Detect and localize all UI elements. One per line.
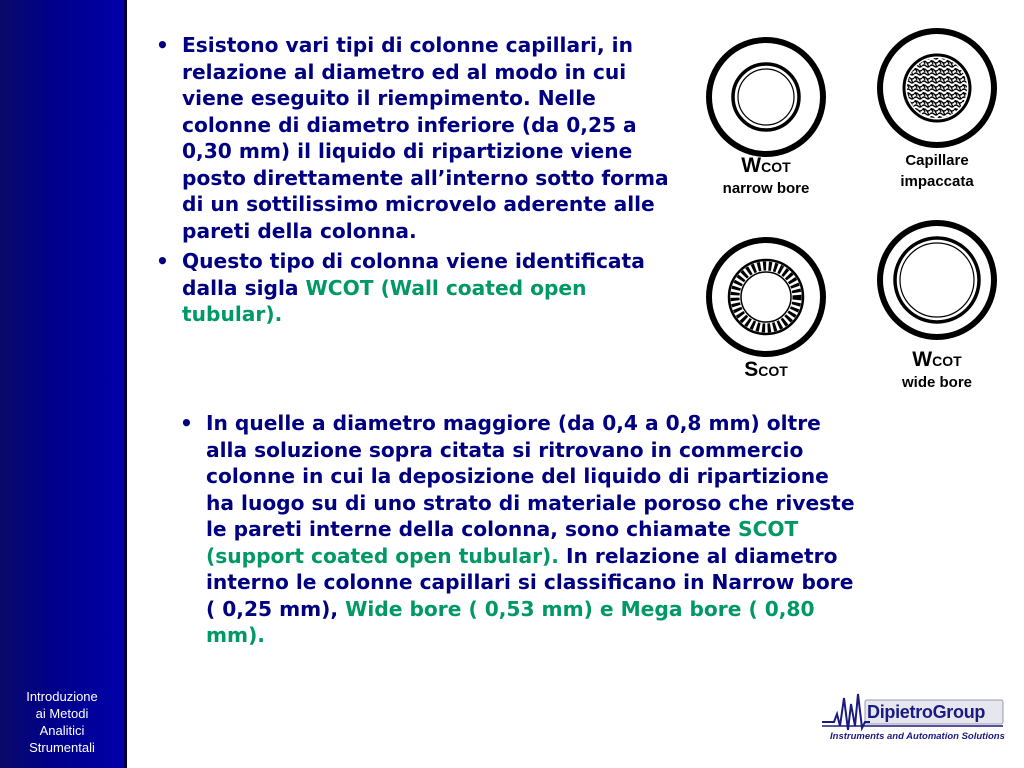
bullet-dot-icon: • bbox=[180, 411, 193, 435]
caption-main-letter: W bbox=[741, 154, 762, 177]
logo-brand: DipietroGroup bbox=[867, 702, 986, 722]
column-types-figure bbox=[690, 20, 1020, 400]
highlight-bore-sizes: Wide bore ( 0,53 mm) e Mega bore ( 0,80 mm). bbox=[206, 596, 815, 647]
caption-packed bbox=[870, 150, 1004, 192]
bullet-text: Esistono vari tipi di colonne capillari, in relazione al diametro ed al modo in cui viene eseguito il riempimento. Nelle colonne di diametro inferiore (da 0,25 a 0,30 mm) il liquido di ripartizione viene posto direttamente all’interno sotto forma di un sottilissimo microvelo aderente alle pareti della colonna. bbox=[182, 33, 669, 243]
scot-cross-section bbox=[709, 240, 823, 354]
caption-small-caps: COT bbox=[758, 363, 788, 379]
logo-tagline: Instruments and Automation Solutions bbox=[830, 731, 1005, 742]
wcot-wide-cross-section bbox=[880, 223, 994, 337]
course-title-line: Strumentali bbox=[29, 740, 95, 755]
course-title-line: ai Metodi bbox=[35, 706, 89, 721]
caption-line: Capillare bbox=[905, 152, 969, 169]
bullet-text: Questo tipo di colonna viene identificata dalla sigla bbox=[182, 249, 645, 300]
caption-subtitle: wide bore bbox=[901, 374, 972, 391]
caption-small-caps: COT bbox=[932, 353, 962, 369]
caption-small-caps: COT bbox=[761, 159, 791, 175]
caption-line: impaccata bbox=[900, 173, 974, 190]
bullet-dot-icon: • bbox=[156, 249, 169, 273]
company-logo bbox=[820, 690, 1010, 750]
bullet-text: In quelle a diametro maggiore (da 0,4 a 0,8 mm) oltre alla soluzione sopra citata si ritrovano in commercio colonne in cui la deposizione del liquido di ripartizione ha luogo su di uno strato di materiale poroso che riveste le pareti interne della colonna, sono chiamate bbox=[206, 411, 855, 541]
caption-wcot-wide bbox=[862, 348, 1012, 393]
column-cross-sections bbox=[690, 20, 1020, 400]
caption-main-letter: W bbox=[912, 348, 933, 371]
bullet-item bbox=[156, 32, 682, 244]
bullet-item bbox=[180, 410, 856, 649]
course-title-line: Analitici bbox=[39, 723, 85, 738]
highlight-wcot: WCOT (Wall coated open tubular). bbox=[182, 275, 587, 326]
top-bullet-list bbox=[156, 32, 682, 328]
sidebar-band bbox=[0, 0, 127, 768]
bottom-bullet-list bbox=[180, 410, 856, 649]
bullet-dot-icon: • bbox=[156, 33, 169, 57]
caption-main-letter: S bbox=[744, 358, 759, 381]
packed-capillary-cross-section bbox=[880, 31, 994, 145]
course-title-line: Introduzione bbox=[26, 689, 98, 704]
bullet-text: In relazione al diametro interno le colonne capillari si classificano in Narrow bore ( 0,25 mm), bbox=[206, 543, 854, 621]
caption-wcot-narrow bbox=[690, 154, 842, 199]
caption-scot bbox=[690, 358, 842, 383]
wcot-narrow-cross-section bbox=[709, 40, 823, 154]
caption-subtitle: narrow bore bbox=[722, 180, 810, 197]
highlight-scot: SCOT (support coated open tubular). bbox=[206, 517, 799, 568]
course-title bbox=[0, 688, 124, 756]
bullet-item bbox=[156, 248, 682, 328]
